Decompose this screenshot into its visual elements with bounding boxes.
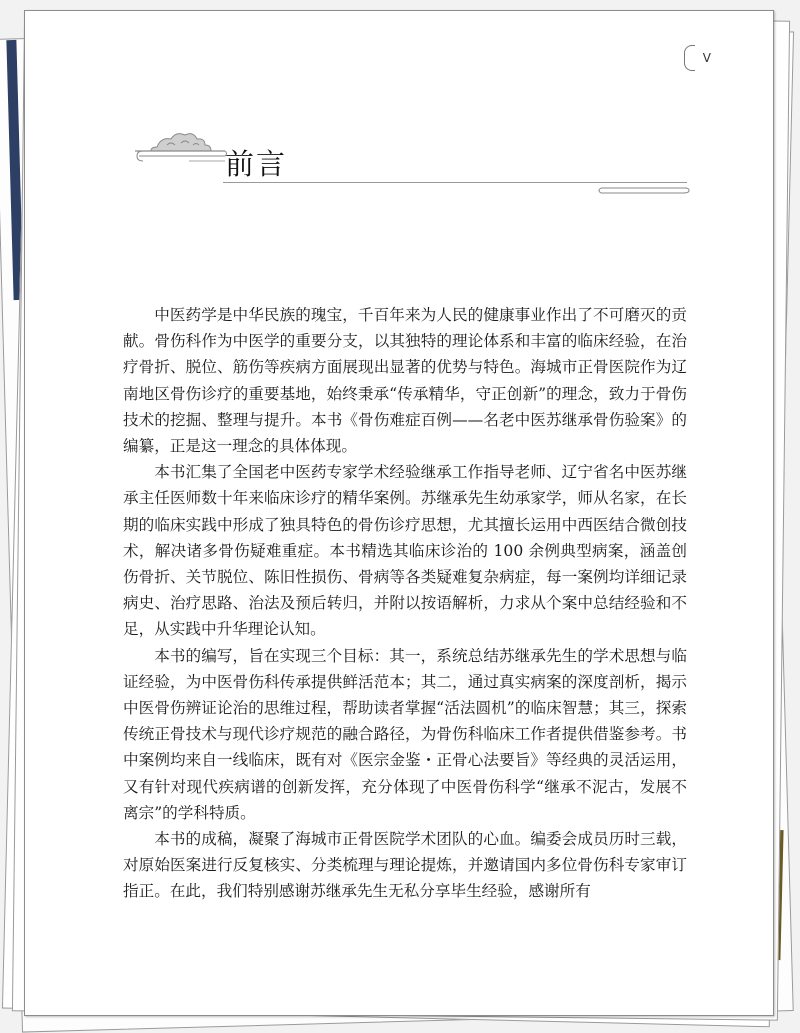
page-title: 前言 <box>225 147 288 181</box>
title-underline <box>223 182 687 183</box>
paragraph: 中医药学是中华民族的瑰宝，千百年来为人民的健康事业作出了不可磨灭的贡献。骨伤科作为中医学的重要分支，以其独特的理论体系和丰富的临床经验，在治疗骨折、脱位、筋伤等疾病方面展现出显著的优势与特色。海城市正骨医院作为辽南地区骨伤诊疗的重要基地，始终秉承“传承精华，守正创新”的理念，致力于骨伤技术的挖掘、整理与提升。本书《骨伤难症百例——名老中医苏继承骨伤验案》的编纂，正是这一理念的具体体现。 <box>123 306 687 456</box>
paragraph: 本书的成稿，凝聚了海城市正骨医院学术团队的心血。编委会成员历时三载，对原始医案进行反复核实、分类梳理与理论提炼，并邀请国内多位骨伤科专家审订指正。在此，我们特别感谢苏继承先生无私分享毕生经验，感谢所有 <box>123 830 687 901</box>
cloud-scroll-ornament-icon <box>129 129 229 173</box>
paragraph: 本书的编写，旨在实现三个目标：其一，系统总结苏继承先生的学术思想与临证经验，为中医骨伤科传承提供鲜活范本；其二，通过真实病案的深度剖析，揭示中医骨伤辨证论治的思维过程，帮助读者掌握“活法圆机”的临床智慧；其三，探索传统正骨技术与现代诊疗规范的融合路径，为骨伤科临床工作者提供借鉴参考。书中案例均来自一线临床，既有对《医宗金鉴・正骨心法要旨》等经典的灵活运用，又有针对现代疾病谱的创新发挥，充分体现了中医骨伤科学“继承不泥古，发展不离宗”的学科特质。 <box>123 646 687 822</box>
page-number-marker <box>684 43 711 73</box>
page-number: V <box>702 51 711 65</box>
scroll-line-ornament-icon <box>597 184 693 202</box>
page-number-bracket-icon <box>684 45 695 71</box>
paragraph: 本书汇集了全国老中医药专家学术经验继承工作指导老师、辽宁省名中医苏继承主任医师数十年来临床诊疗的精华案例。苏继承先生幼承家学，师从名家，在长期的临床实践中形成了独具特色的骨伤诊疗思想，尤其擅长运用中西医结合微创技术，解决诸多骨伤疑难重症。本书精选其临床诊治的 100 余例典型病案，涵盖创伤骨折、关节脱位、陈旧性损伤、骨病等各类疑难复杂病症，每一案例均详细记录病史、治疗思路、治法及预后转归，并附以按语解析，力求从个案中总结经验和不足，从实践中升华理论认知。 <box>123 463 687 639</box>
preface-body <box>123 302 687 905</box>
document-page <box>24 10 774 1016</box>
